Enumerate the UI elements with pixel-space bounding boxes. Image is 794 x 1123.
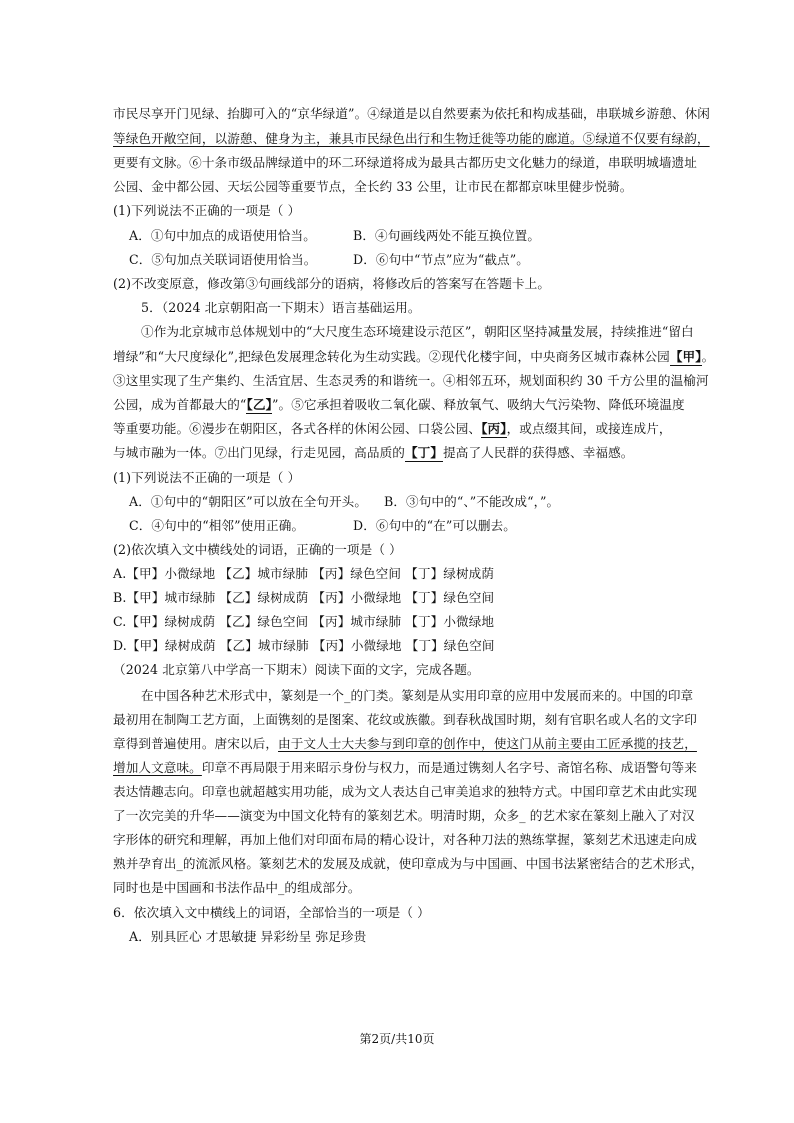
- blank-bing: 【丙】: [481, 421, 507, 436]
- section-heading: （2024 北京第八中学高一下期末）阅读下面的文字，完成各题。: [113, 662, 480, 677]
- option-a: A．别具匠心 才思敏捷 异彩纷呈 弥足珍贵: [129, 929, 367, 944]
- paragraph-line: ③这里实现了生产集约、生活宜居、生态灵秀的和谐统一。④相邻五环，规划面积约 30 千方公里的温榆河: [113, 373, 709, 388]
- paragraph-line: ①作为北京城市总体规划中的“大尺度生态环境建设示范区”，朝阳区坚持减量发展，持续推进“留白: [141, 324, 694, 339]
- question-stem: (2)不改变原意，修改第③句画线部分的语病，将修改后的答案写在答题卡上。: [113, 276, 551, 291]
- blank-jia: 【甲】: [669, 349, 702, 364]
- paragraph-line: 最初用在制陶工艺方面，上面镌刻的是图案、花纹或族徽。到春秋战国时期，刻有官职名或人名的文字印: [113, 712, 697, 727]
- paragraph-line: 章得到普遍使用。唐宋以后，由于文人士大夫参与到印章的创作中，使这门从前主要由工匠承揽的技艺，: [113, 736, 697, 751]
- paragraph-line: 等绿色开敞空间，以游憩、健身为主，兼具市民绿色出行和生物迁徙等功能的廊道。⑤绿道不仅要有绿韵，: [113, 131, 710, 146]
- option-b: B．④句画线两处不能互换位置。: [353, 228, 541, 243]
- paragraph-line: 在中国各种艺术形式中，篆刻是一个_的门类。篆刻是从实用印章的应用中发展而来的。中国的印章: [141, 688, 694, 703]
- paragraph-line: 与城市融为一体。⑦出门见绿，行走见园，高品质的【丁】提高了人民群的获得感、幸福感。: [113, 445, 634, 460]
- paragraph-line: 了一次完美的升华——演变为中国文化特有的篆刻艺术。明清时期，众多_ 的艺术家在篆刻上融入了对汉: [113, 808, 695, 823]
- paragraph-line: 公园，成为首都最大的“【乙】”。⑤它承担着吸收二氧化碳、释放氧气、吸纳大气污染物、降低环境温度: [113, 397, 685, 412]
- option-d: D．⑥句中的“在”可以删去。: [353, 518, 516, 533]
- paragraph-line: 更要有文脉。⑥十条市级品牌绿道中的环二环绿道将成为最具古都历史文化魅力的绿道，串联明城墙遗址: [113, 155, 697, 170]
- question-stem: (1)下列说法不正确的一项是（ ）: [113, 203, 301, 218]
- option-c: C．④句中的“相邻”使用正确。: [129, 518, 305, 533]
- blank-ding: 【丁】: [404, 445, 444, 460]
- option-b: B.【甲】城市绿肺 【乙】绿树成荫 【丙】小微绿地 【丁】绿色空间: [113, 590, 495, 605]
- paragraph-line: 表达情趣志向。印章也就超越实用功能，成为文人表达自己审美追求的独特方式。中国印章艺术由此实现: [113, 784, 697, 799]
- option-c: C.【甲】绿树成荫 【乙】绿色空间 【丙】城市绿肺 【丁】小微绿地: [113, 614, 495, 629]
- paragraph-line: 同时也是中国画和书法作品中_的组成部分。: [113, 880, 361, 895]
- section-heading: 5．（2024 北京朝阳高一下期末）语言基础运用。: [141, 300, 421, 315]
- question-stem: 6．依次填入文中横线上的词语，全部恰当的一项是（ ）: [113, 905, 430, 920]
- paragraph-line: 市民尽享开门见绿、抬脚可入的“京华绿道”。④绿道是以自然要素为依托和构成基础，串联城乡游憩、休闲: [113, 106, 710, 121]
- question-stem: (2)依次填入文中横线处的词语，正确的一项是（ ）: [113, 542, 402, 557]
- option-a: A．①句中加点的成语使用恰当。: [129, 228, 316, 243]
- question-stem: (1)下列说法不正确的一项是（ ）: [113, 470, 301, 485]
- paragraph-line: 字形体的研究和理解，再加上他们对印面布局的精心设计，对各种刀法的熟练掌握，篆刻艺术迅速走向成: [113, 832, 697, 847]
- paragraph-line: 增加人文意味。印章不再局限于用来昭示身份与权力，而是通过镌刻人名字号、斋馆名称、成语警句等来: [113, 760, 697, 775]
- blank-yi: 【乙】: [246, 397, 272, 412]
- option-d: D．⑥句中“节点”应为“截点”。: [353, 252, 529, 267]
- page-footer: 第2页/共10页: [359, 1032, 435, 1046]
- paragraph-line: 熟并孕育出_的流派风格。篆刻艺术的发展及成就，使印章成为与中国画、中国书法紧密结合的艺术形式，: [113, 856, 704, 871]
- option-d: D.【甲】绿树成荫 【乙】城市绿肺 【丙】小微绿地 【丁】绿色空间: [113, 638, 495, 653]
- option-b: B．③句中的“、”不能改成“，”。: [384, 494, 560, 509]
- option-a: A.【甲】小微绿地 【乙】城市绿肺 【丙】绿色空间 【丁】绿树成荫: [113, 566, 495, 581]
- paragraph-line: 公园、金中都公园、天坛公园等重要节点，全长约 33 公里，让市民在都都京味里健步悦骑。: [113, 179, 633, 194]
- option-a: A．①句中的“朝阳区”可以放在全句开头。: [129, 494, 368, 509]
- paragraph-line: 增绿”和“大尺度绿化”,把绿色发展理念转化为生动实践。②现代化楼宇间，中央商务区城市森林公园【甲】。: [113, 349, 715, 364]
- option-c: C．⑤句加点关联词语使用恰当。: [129, 252, 317, 267]
- paragraph-line: 等重要功能。⑥漫步在朝阳区，各式各样的休闲公园、口袋公园、【丙】，或点缀其间，或接连成片，: [113, 421, 672, 436]
